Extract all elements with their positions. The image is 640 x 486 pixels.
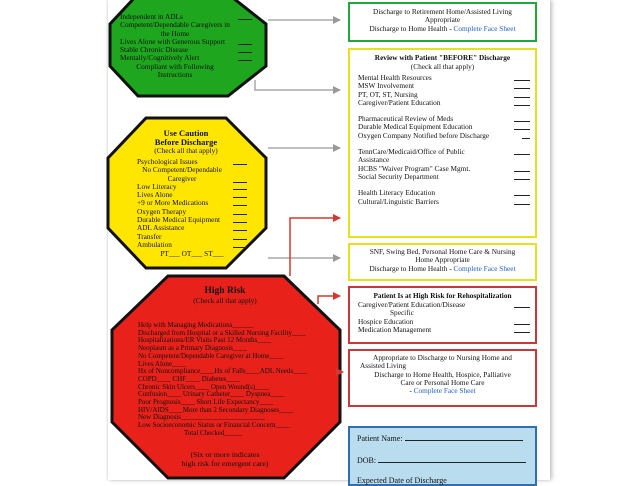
patient-name-field[interactable]: Patient Name: xyxy=(357,434,523,443)
review-title: Review with Patient "BEFORE" Discharge xyxy=(374,53,511,62)
personal-care-line: Care or Personal Home Care xyxy=(400,377,485,387)
patient-info-box xyxy=(348,426,537,486)
rehosp-item: Caregiver/Patient Education/Disease xyxy=(358,300,466,309)
home-health-line: Discharge to Home Health - Complete Face Sheet xyxy=(369,23,516,33)
red-item-total: Total Checked_____ xyxy=(183,428,243,437)
appropriate-line: Appropriate xyxy=(424,15,461,25)
yellow-item: Durable Medical Equipment xyxy=(137,215,221,225)
rehosp-item: Medication Management xyxy=(358,324,432,334)
red-stop-footer: (Six or more indicates high risk for emergent care) xyxy=(181,450,269,468)
retirement-line: Discharge to Retirement Home/Assisted Living xyxy=(373,7,512,16)
red-item: Lives Alone____ xyxy=(138,359,187,368)
review-item: Assistance xyxy=(358,155,390,165)
red-item: Confusion____ Urinary Catheter____ Dyspnea____ xyxy=(138,390,285,399)
red-stop-title: High Risk xyxy=(204,286,246,296)
rehosp-item: Specific xyxy=(390,308,414,318)
face-sheet-link[interactable]: Complete Face Sheet xyxy=(413,386,476,396)
hospice-line: Discharge to Home Health, Hospice, Palliative xyxy=(374,369,511,379)
assisted-living-line: Assisted Living xyxy=(360,361,407,371)
red-stop-subtitle: (Check all that apply) xyxy=(193,296,257,305)
snf-home-health-line: Discharge to Home Health - Complete Face Sheet xyxy=(369,263,516,273)
green-item: Competent/Dependable Caregivers in the Home xyxy=(120,20,230,38)
red-item: Discharged from Hospital or a Skilled Nursing Facility____ xyxy=(138,328,307,337)
red-item: Low Socioeconomic Status or Financial Concern____ xyxy=(138,421,290,430)
review-item: Pharmaceutical Review of Meds xyxy=(358,114,454,124)
yellow-item: Low Literacy xyxy=(137,181,177,191)
snf-appropriate-line: Home Appropriate xyxy=(415,255,470,265)
review-item: MSW Involvement xyxy=(358,81,415,91)
review-item: Mental Health Resources xyxy=(358,73,432,82)
rehosp-item: Hospice Education xyxy=(358,316,414,326)
yellow-item: +9 or More Medications xyxy=(137,198,209,208)
arrow-red-review xyxy=(290,218,340,276)
yellow-stop-subtitle: (Check all that apply) xyxy=(154,146,218,155)
review-before-discharge-box xyxy=(348,48,537,238)
rehospitalization-box xyxy=(348,286,537,344)
review-item: TennCare/Medicaid/Office of Public xyxy=(358,147,465,157)
nursing-line: Appropriate to Discharge to Nursing Home and xyxy=(373,353,512,362)
rehosp-title: Patient Is at High Risk for Rehospitalization xyxy=(373,291,512,300)
yellow-item: Lives Alone xyxy=(137,190,173,200)
expected-discharge-field[interactable]: Expected Date of Discharge xyxy=(357,476,447,485)
red-item: Neoplasm as a Primary Diagnosis____ xyxy=(138,344,247,353)
green-item: Lives Alone with Generous Support xyxy=(120,38,252,46)
review-item: Cultural/Linguistic Barriers xyxy=(358,196,439,206)
yellow-item: No Competent/Dependable Caregiver xyxy=(142,165,222,183)
red-item: COPD____ CHF____ Diabetes____ xyxy=(138,374,241,383)
green-item: Independent in ADLs xyxy=(120,13,252,21)
review-item: Oxygen Company Notified before Discharge xyxy=(358,130,490,140)
review-item: Durable Medical Equipment Education xyxy=(358,122,473,132)
red-item: Chronic Skin Ulcers____ Open Wound(s)____ xyxy=(138,382,270,391)
red-item: No Competent/Dependable Caregiver at Home____ xyxy=(138,351,284,360)
review-item: Health Literacy Education xyxy=(358,188,435,198)
nursing-home-box xyxy=(348,349,537,407)
review-list xyxy=(358,74,530,206)
review-item: Caregiver/Patient Education xyxy=(358,97,441,107)
red-item: Hx of Noncompliance____Hx of Falls____ADL Needs____ xyxy=(138,367,308,376)
retirement-home-box xyxy=(348,2,537,42)
nursing-face-sheet-line: - Complete Face Sheet xyxy=(409,386,476,396)
green-item: Mentally/Cognitively Alert xyxy=(120,54,252,62)
therapy-line: PT___ OT___ ST___ xyxy=(160,249,224,259)
red-stop-list xyxy=(138,322,333,438)
green-stop-list xyxy=(120,13,252,79)
review-item: PT, OT, ST, Nursing xyxy=(358,89,418,99)
review-item: Social Security Department xyxy=(358,171,439,181)
red-item: Poor Prognosis____ Short Life Expectancy____ xyxy=(138,398,274,407)
yellow-stop-list xyxy=(137,158,247,259)
arrow-red-rehosp xyxy=(318,296,340,304)
dob-field[interactable]: DOB: xyxy=(357,456,526,465)
yellow-item: Oxygen Therapy xyxy=(137,206,187,216)
red-item: HIV/AIDS____More than 2 Secondary Diagnoses____ xyxy=(138,405,294,414)
snf-line: SNF, Swing Bed, Personal Home Care & Nursing xyxy=(369,247,516,256)
green-item: Stable Chronic Disease xyxy=(120,46,252,54)
rehosp-list xyxy=(358,301,530,334)
snf-swing-bed-box xyxy=(348,243,537,281)
yellow-stop-title: Use Caution Before Discharge xyxy=(154,128,218,147)
green-item: Compliant with Following Instructions xyxy=(136,61,214,80)
yellow-item: Ambulation xyxy=(137,239,172,249)
yellow-item: Transfer xyxy=(137,231,162,241)
arrow-green-review xyxy=(255,80,340,90)
yellow-item: ADL Assistance xyxy=(137,223,185,233)
yellow-item: Psychological Issues xyxy=(137,157,198,166)
red-item: New Diagnosis________________________ xyxy=(138,413,265,422)
red-item: Help with Managing Medications______ xyxy=(138,321,254,329)
red-item: Hospitalizations/ER Visits Past 12 Months____ xyxy=(138,336,272,345)
face-sheet-link[interactable]: Complete Face Sheet xyxy=(453,23,516,33)
review-item: HCBS "Waiver Program" Case Mgmt. xyxy=(358,163,471,173)
review-subtitle: (Check all that apply) xyxy=(410,62,475,71)
face-sheet-link[interactable]: Complete Face Sheet xyxy=(453,263,516,273)
